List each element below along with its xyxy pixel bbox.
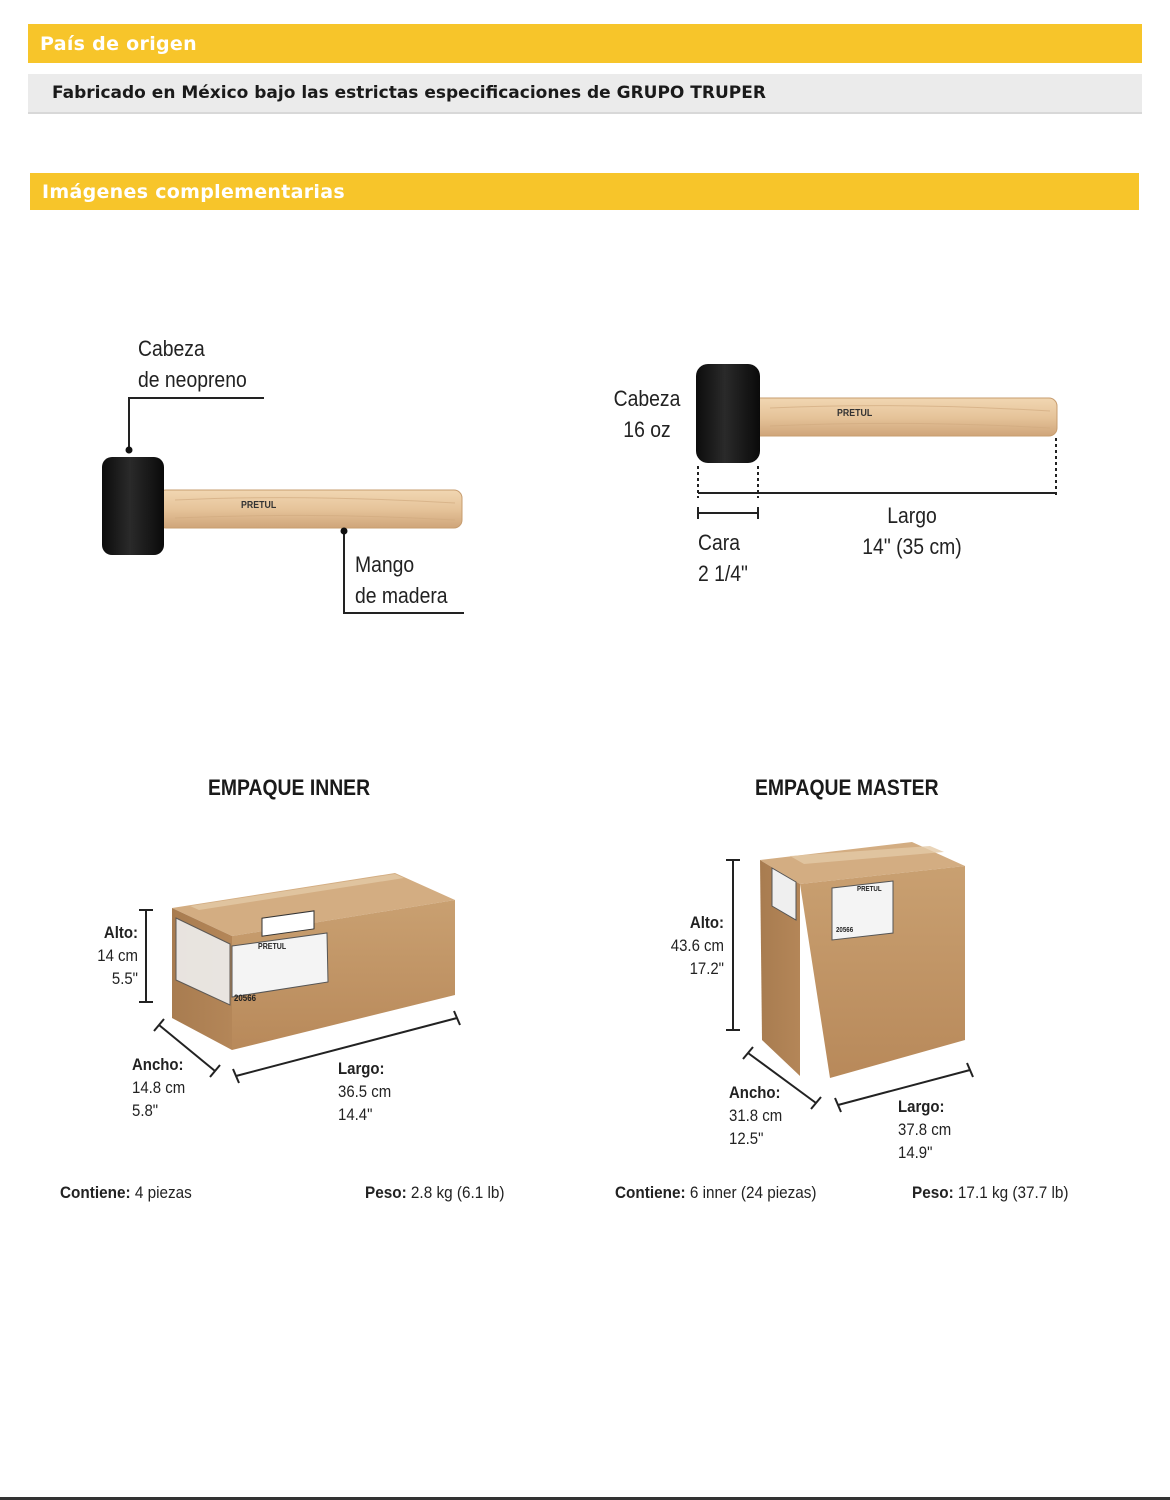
master-alto-in: 17.2" <box>689 959 724 978</box>
images-heading: Imágenes complementarias <box>42 180 345 203</box>
hammer-2 <box>696 364 1057 519</box>
inner-contains-value: 4 piezas <box>134 1183 192 1202</box>
master-title: EMPAQUE MASTER <box>755 775 939 800</box>
master-weight <box>912 1183 1069 1203</box>
inner-ancho-cm: 14.8 cm <box>132 1078 186 1097</box>
master-weight-key: Peso: <box>912 1183 954 1202</box>
inner-ancho-key: Ancho: <box>132 1055 184 1074</box>
inner-weight-key: Peso: <box>365 1183 407 1202</box>
master-largo-cm: 37.8 cm <box>898 1120 952 1139</box>
inner-weight <box>365 1183 504 1203</box>
origin-heading: País de origen <box>40 32 197 55</box>
hammer-1-handle-label-line2: de madera <box>355 583 448 608</box>
master-largo-label <box>898 1095 951 1164</box>
inner-box-brand: PRETUL <box>258 942 287 951</box>
inner-contains-key: Contiene: <box>60 1183 131 1202</box>
hammer-1-handle <box>158 490 462 528</box>
master-largo-key: Largo: <box>898 1097 945 1116</box>
inner-alto-cm: 14 cm <box>97 946 138 965</box>
hammer-2-head-label <box>606 383 689 445</box>
master-contains-value: 6 inner (24 piezas) <box>689 1183 817 1202</box>
inner-ancho-label <box>132 1053 185 1122</box>
hammer-1-head-label-line1: Cabeza <box>138 336 205 361</box>
hammer-2-length-label-line1: Largo <box>887 503 937 528</box>
master-alto-cm: 43.6 cm <box>670 936 724 955</box>
master-alto-label <box>654 911 724 980</box>
hammer-1-brand: PRETUL <box>241 500 277 511</box>
master-alto-key: Alto: <box>689 913 724 932</box>
master-box <box>726 842 973 1112</box>
inner-ancho-in: 5.8" <box>132 1101 159 1120</box>
master-box-brand: PRETUL <box>857 886 882 893</box>
hammer-2-head-label-line1: Cabeza <box>613 386 681 411</box>
hammer-1-head <box>102 457 164 555</box>
master-box-code: 20566 <box>836 927 854 934</box>
inner-title: EMPAQUE INNER <box>208 775 371 800</box>
hammer-2-brand: PRETUL <box>837 408 873 419</box>
inner-largo-label <box>338 1057 391 1126</box>
master-ancho-cm: 31.8 cm <box>729 1106 783 1125</box>
hammer-2-head-label-line2: 16 oz <box>623 417 671 442</box>
hammer-2-face-label <box>698 527 748 589</box>
inner-largo-cm: 36.5 cm <box>338 1082 392 1101</box>
inner-weight-value: 2.8 kg (6.1 lb) <box>410 1183 505 1202</box>
hammer-2-face-label-line1: Cara <box>698 530 740 555</box>
inner-box-code: 20566 <box>234 993 257 1003</box>
master-ancho-in: 12.5" <box>729 1129 764 1148</box>
inner-alto-in: 5.5" <box>111 969 138 988</box>
master-contains <box>615 1183 817 1203</box>
origin-text: Fabricado en México bajo las estrictas especificaciones de GRUPO TRUPER <box>52 83 766 103</box>
hammer-2-face-label-line2: 2 1/4" <box>698 561 748 586</box>
hammer-2-handle <box>752 398 1057 436</box>
inner-box <box>139 873 460 1083</box>
hammer-2-length-label-line2: 14" (35 cm) <box>862 534 962 559</box>
master-ancho-key: Ancho: <box>729 1083 781 1102</box>
inner-largo-key: Largo: <box>338 1059 385 1078</box>
inner-alto-label <box>69 921 138 990</box>
hammer-2-head <box>696 364 760 463</box>
inner-contains <box>60 1183 192 1203</box>
master-largo-in: 14.9" <box>898 1143 933 1162</box>
inner-alto-key: Alto: <box>103 923 138 942</box>
hammer-1-head-label <box>138 333 247 395</box>
hammer-2-length-label <box>850 500 973 562</box>
inner-largo-in: 14.4" <box>338 1105 373 1124</box>
hammer-1-head-label-line2: de neopreno <box>138 367 247 392</box>
hammer-1-handle-label-line1: Mango <box>355 552 415 577</box>
master-contains-key: Contiene: <box>615 1183 686 1202</box>
master-weight-value: 17.1 kg (37.7 lb) <box>957 1183 1069 1202</box>
hammer-1-handle-label <box>355 549 448 611</box>
master-ancho-label <box>729 1081 782 1150</box>
